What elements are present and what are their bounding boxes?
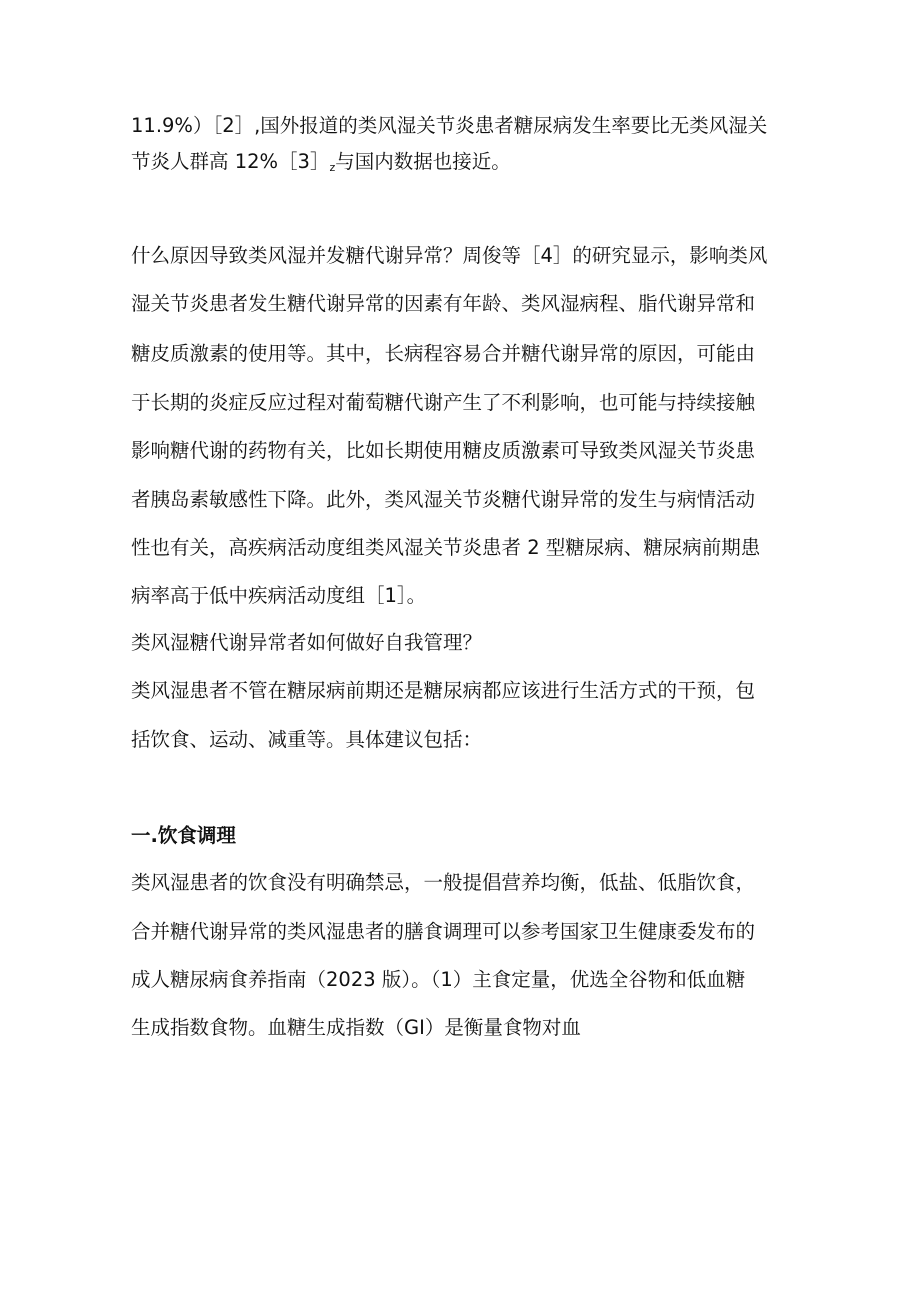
section-heading: 一.饮食调理 xyxy=(131,824,236,847)
para2-line-6: 者胰岛素敏感性下降。此外，类风湿关节炎糖代谢异常的发生与病情活动 xyxy=(131,488,756,511)
para2-line-1: 什么原因导致类风湿并发糖代谢异常？周俊等［4］的研究显示，影响类风 xyxy=(131,244,768,267)
para1-line-2-text: 节炎人群高 12%［3］ xyxy=(131,150,330,173)
para2-line-5: 影响糖代谢的药物有关，比如长期使用糖皮质激素可导致类风湿关节炎患 xyxy=(131,439,756,462)
footnote-mark: z xyxy=(329,161,336,174)
section1-line-3: 成人糖尿病食养指南（2023 版）。（1）主食定量，优选全谷物和低血糖 xyxy=(131,968,746,991)
para1-line-2 xyxy=(131,148,811,176)
para2-line-3: 糖皮质激素的使用等。其中，长病程容易合并糖代谢异常的原因，可能由 xyxy=(131,342,756,365)
section1-line-2: 合并糖代谢异常的类风湿患者的膳食调理可以参考国家卫生健康委发布的 xyxy=(131,920,756,943)
para2-line-2: 湿关节炎患者发生糖代谢异常的因素有年龄、类风湿病程、脂代谢异常和 xyxy=(131,292,756,315)
section1-line-1: 类风湿患者的饮食没有明确禁忌，一般提倡营养均衡，低盐、低脂饮食， xyxy=(131,871,756,894)
para3-line-1: 类风湿患者不管在糖尿病前期还是糖尿病都应该进行生活方式的干预，包 xyxy=(131,679,756,702)
para2-line-8: 病率高于低中疾病活动度组［1］。 xyxy=(131,584,427,607)
section1-line-4: 生成指数食物。血糖生成指数（GI）是衡量食物对血 xyxy=(131,1016,581,1039)
para2-line-4: 于长期的炎症反应过程对葡萄糖代谢产生了不利影响，也可能与持续接触 xyxy=(131,391,756,414)
para3-line-2: 括饮食、运动、减重等。具体建议包括： xyxy=(131,728,483,751)
question-line: 类风湿糖代谢异常者如何做好自我管理？ xyxy=(131,631,483,654)
para1-line-2-tail: 与国内数据也接近。 xyxy=(335,150,511,173)
para1-line-1: 11.9%）［2］,国外报道的类风湿关节炎患者糖尿病发生率要比无类风湿关 xyxy=(131,114,768,137)
para2-line-7: 性也有关，高疾病活动度组类风湿关节炎患者 2 型糖尿病、糖尿病前期患 xyxy=(131,536,761,559)
